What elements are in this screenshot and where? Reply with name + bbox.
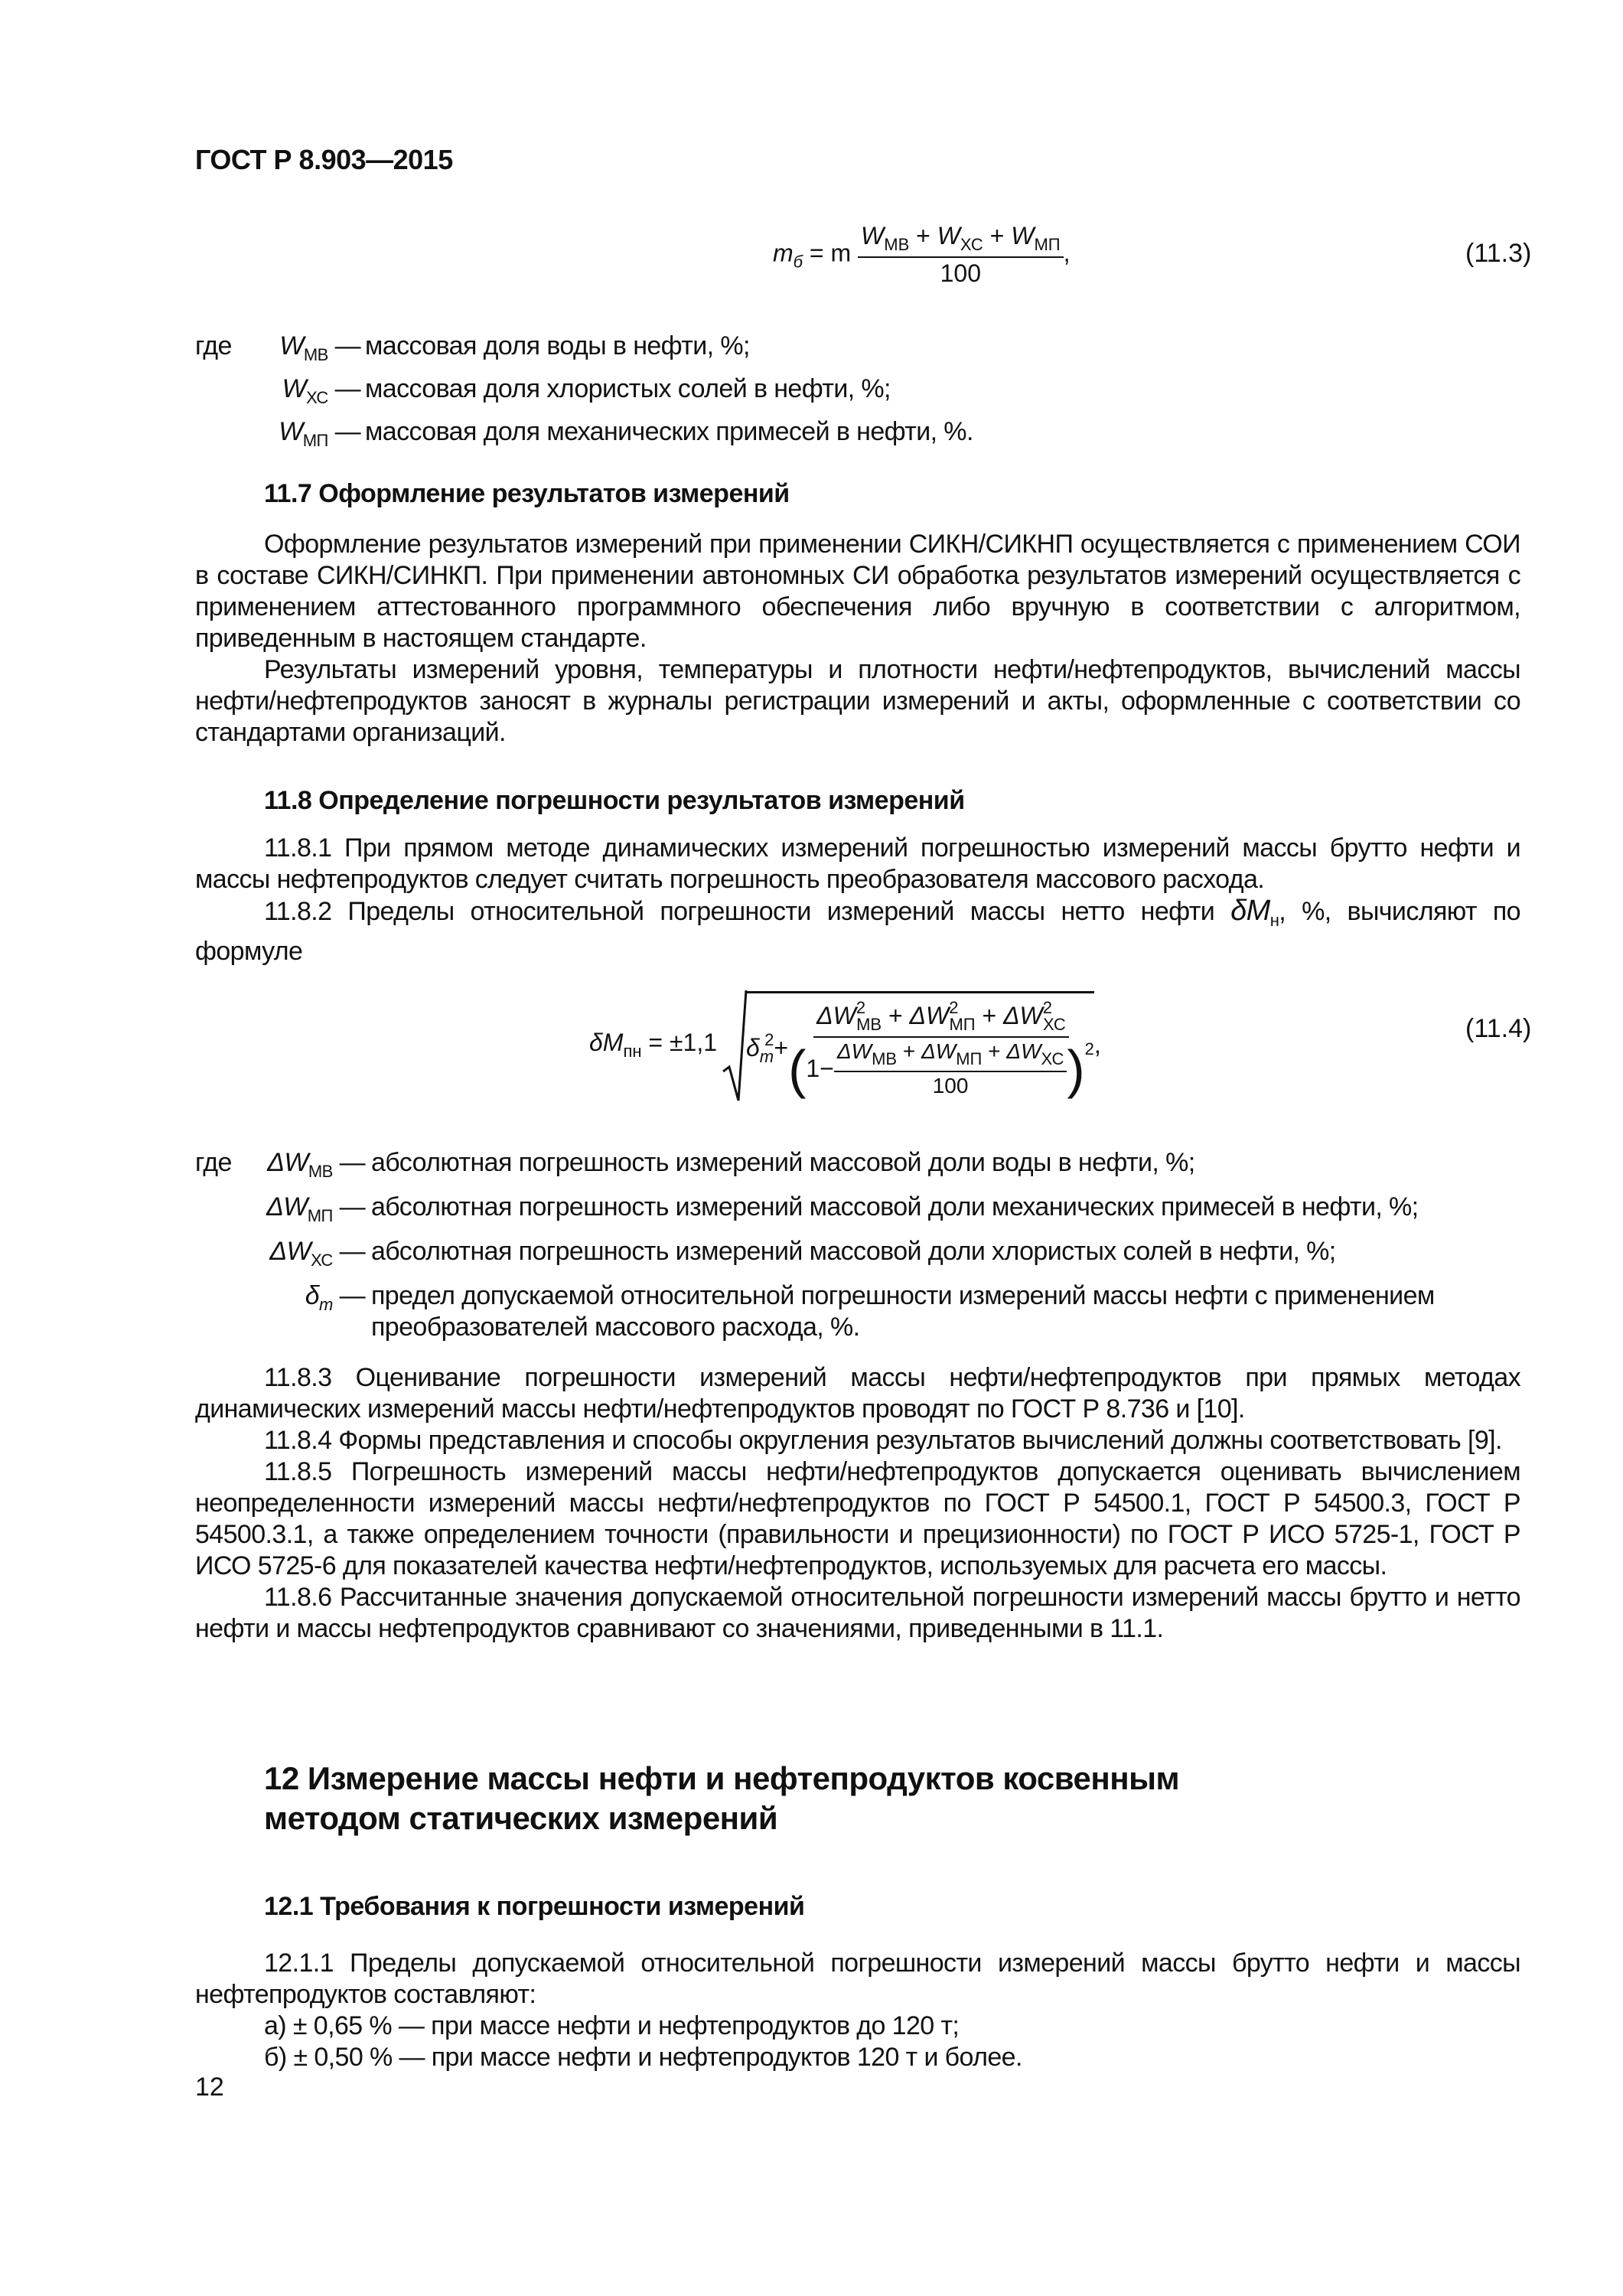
paragraph-11-8-5: 11.8.5 Погрешность измерений массы нефти/нефтепродуктов допускается оценивать вычислением неопределенности измерений массы нефти/нефтепродуктов по ГОСТ Р 54500.1, ГОСТ Р 54500.3, ГОСТ Р 54500.3.1, а также определением точности (правильности и прецизионности) по ГОСТ Р ИСО 5725-1, ГОСТ Р ИСО 5725-6 для показателей качества нефти/нефтепродуктов, используемых для расчета его массы. <box>195 1457 1520 1580</box>
section-heading-12-1: 12.1 Требования к погрешности измерений <box>264 1892 805 1921</box>
paragraph-11-8-6: 11.8.6 Рассчитанные значения допускаемой относительной погрешности измерений массы брутто и нетто нефти и массы нефтепродуктов сравнивают со значениями, приведенными в 11.1. <box>195 1583 1520 1643</box>
paragraph-12-1-1: 12.1.1 Пределы допускаемой относительной погрешности измерений массы брутто нефти и массы нефтепродуктов составляют: <box>195 1949 1520 2009</box>
section-11-7 <box>195 479 1520 748</box>
definitions-11-4 <box>195 1145 1520 1343</box>
formula-11-3-fraction <box>858 222 1064 288</box>
paragraph-11-8-3: 11.8.3 Оценивание погрешности измерений массы нефти/нефтепродуктов при прямых методах динамических измерений массы нефти/нефтепродуктов проводят по ГОСТ Р 8.736 и [10]. <box>195 1363 1520 1424</box>
formula-11-4: $\delta M_{пн} = \pm 1,1$ $\delta_m^2+$ $\Delta W^2_{МВ} + \Delta W^2_{МП} + \Delta W^2_{ХС}$ ( 1− $\frac{\Delta W_{МВ} + \Delta W_{МП} + \Delta W_{ХС}}{100}$ ) $^2$ , <box>589 987 1101 1102</box>
definition-row: $\delta_m$ — предел допускаемой относительной погрешности измерений массы нефти с применением преобразователей массового расхода, %. <box>305 1281 1435 1342</box>
paragraph-11-8-1: 11.8.1 При прямом методе динамических измерений погрешностью измерений массы брутто нефти и массы нефтепродуктов следует считать погрешность преобразователя массового расхода. <box>195 833 1520 894</box>
definition-row: $W_{ХС}$ — массовая доля хлористых солей в нефти, %; <box>282 374 891 407</box>
section-heading-11-8: 11.8 Определение погрешности результатов измерений <box>264 786 965 815</box>
paragraph: Результаты измерений уровня, температуры и плотности нефти/нефтепродуктов, вычислений массы нефти/нефтепродуктов заносят в журналы регистрации измерений и акты, оформленные с соответствии со стандартами организаций. <box>195 655 1520 747</box>
formula-11-3-numerator: $W_{МВ} + W_{ХС} + W_{МП}$ <box>858 222 1064 258</box>
section-heading-12: 12 Измерение массы нефти и нефтепродуктов косвенным методом статических измерений <box>264 1760 1180 1836</box>
list-item: б) ± 0,50 % — при массе нефти и нефтепродуктов 120 т и более. <box>264 2043 1022 2072</box>
where-label: где <box>195 331 232 360</box>
section-11-8 <box>195 786 1520 967</box>
paragraph-11-8-2: 11.8.2 Пределы относительной погрешности измерений массы нетто нефти $\delta M_н$, %, вычисляют по формуле <box>195 895 1520 966</box>
radicand: $\delta_m^2+$ $\Delta W^2_{МВ} + \Delta W^2_{МП} + \Delta W^2_{ХС}$ ( 1− $\frac{\Delta W_{МВ} + \Delta W_{МП} + \Delta W_{ХС}}{100}$ ) $^2$ <box>746 991 1094 1098</box>
page-number: 12 <box>195 2073 224 2102</box>
equation-number-11-4: (11.4) <box>1465 1014 1532 1043</box>
formula-11-4-numerator: $\Delta W^2_{МВ} + \Delta W^2_{МП} + \Delta W^2_{ХС}$ <box>813 998 1069 1038</box>
paragraph: Оформление результатов измерений при применении СИКН/СИКНП осуществляется с применением СОИ в составе СИКН/СИНКП. При применении автономных СИ обработка результатов измерений осуществляется с применением аттестованного программного обеспечения либо вручную в соответствии с алгоритмом, приведенным в настоящем стандарте. <box>195 530 1520 653</box>
definitions-11-3 <box>195 329 1520 458</box>
formula-11-4-denominator: ( 1− $\frac{\Delta W_{МВ} + \Delta W_{МП} + \Delta W_{ХС}}{100}$ ) $^2$ <box>788 1039 1094 1099</box>
square-root-icon <box>722 987 748 1102</box>
list-item: а) ± 0,65 % — при массе нефти и нефтепродуктов до 120 т; <box>264 2011 960 2040</box>
formula-11-3-denominator: 100 <box>940 259 981 287</box>
document-code-header: ГОСТ Р 8.903—2015 <box>195 144 453 175</box>
equation-number-11-3: (11.3) <box>1465 239 1532 268</box>
section-heading-11-7: 11.7 Оформление результатов измерений <box>264 479 790 508</box>
section-11-8-continued <box>195 1362 1520 1645</box>
paragraph-11-8-4: 11.8.4 Формы представления и способы округления результатов вычислений должны соответствовать [9]. <box>264 1426 1502 1455</box>
formula-11-4-fraction <box>788 998 1094 1098</box>
section-12 <box>195 1759 1520 2073</box>
definition-row: $\Delta W_{МП}$ — абсолютная погрешность измерений массовой доли механических примесей в нефти, %; <box>266 1192 1419 1225</box>
definition-row: где $\Delta W_{МВ}$ — абсолютная погрешность измерений массовой доли воды в нефти, %; <box>195 1148 1195 1181</box>
definition-row: $\Delta W_{ХС}$ — абсолютная погрешность измерений массовой доли хлористых солей в нефти, %; <box>269 1237 1336 1270</box>
definition-row: где $W_{МВ}$ — массовая доля воды в нефти, %; <box>195 329 1520 372</box>
definition-row: $W_{МП}$ — массовая доля механических примесей в нефти, %. <box>279 417 973 450</box>
formula-11-3: $m_б = m$ $\frac{W_{МВ} + W_{ХС} + W_{МП}}{100}$ , <box>773 222 1071 287</box>
